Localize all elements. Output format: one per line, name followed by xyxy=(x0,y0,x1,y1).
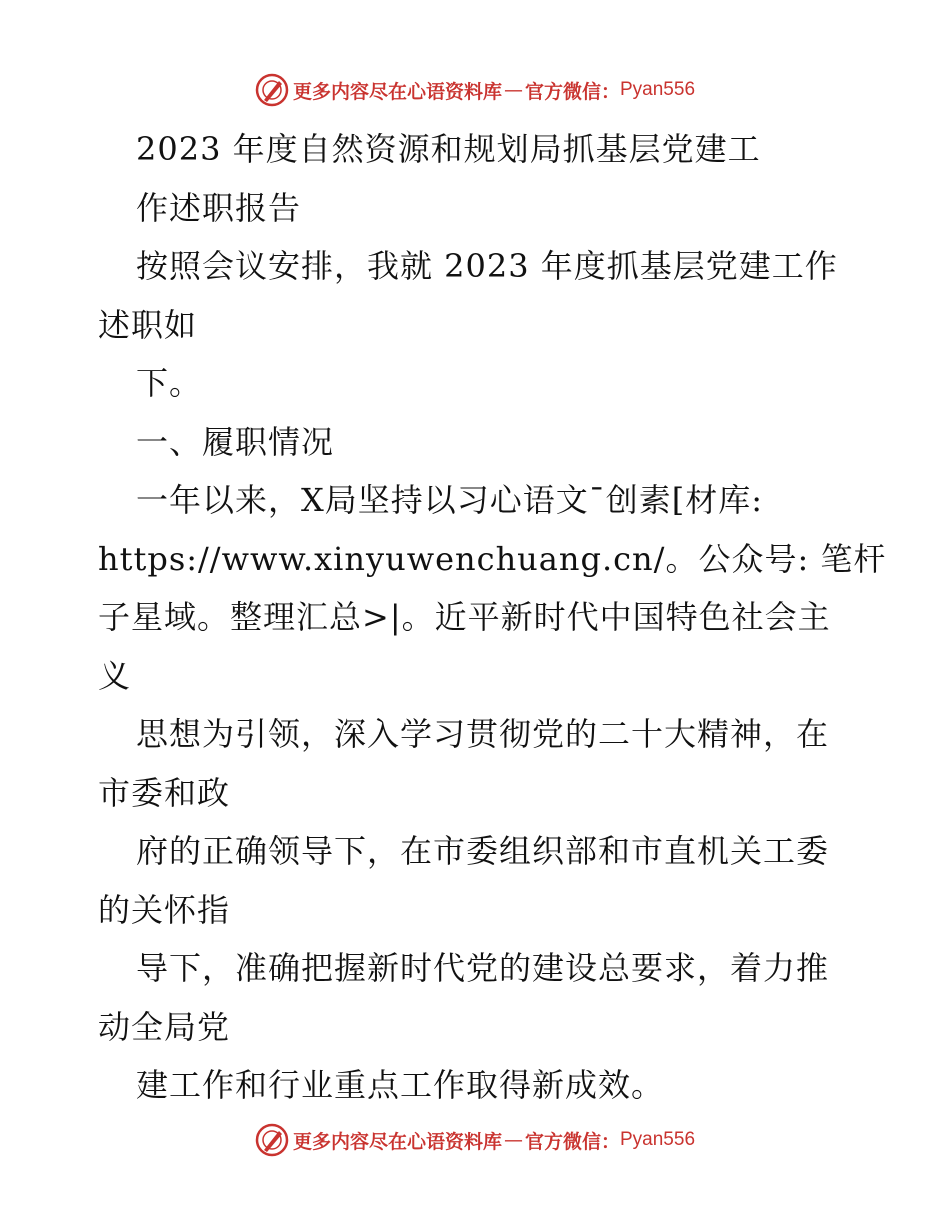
document-line: 思想为引领，深入学习贯彻党的二十大精神，在 xyxy=(136,715,830,753)
document-body xyxy=(98,120,887,1115)
pen-logo-icon xyxy=(255,73,289,107)
document-line: 下。 xyxy=(136,364,203,402)
watermark-separator: — xyxy=(503,1129,523,1151)
document-line: 动全局党 xyxy=(98,1007,231,1046)
watermark-separator: — xyxy=(503,79,523,101)
document-line: https://www.xinyuwenchuang.cn/。公众号: 笔杆 xyxy=(98,539,887,578)
watermark-handle: Pyan556 xyxy=(620,79,696,100)
document-line: 述职如 xyxy=(98,305,198,344)
document-line: 市委和政 xyxy=(98,773,231,812)
watermark-label: 更多内容尽在心语资料库 xyxy=(292,80,502,103)
document-line: 一、履职情况 xyxy=(136,422,335,461)
watermark-banner-top xyxy=(0,70,950,110)
watermark-handle: Pyan556 xyxy=(620,1129,696,1150)
document-line: 子星域。整理汇总>|。近平新时代中国特色社会主 xyxy=(98,598,831,636)
document-line: 一年以来，X局坚持以习心语文¯创素[材库: xyxy=(136,481,764,519)
document-line: 的关怀指 xyxy=(98,890,231,929)
watermark-wechat-label: 官方微信： xyxy=(524,80,620,103)
watermark-label: 更多内容尽在心语资料库 xyxy=(292,1130,502,1153)
watermark-wechat-label: 官方微信： xyxy=(524,1130,620,1153)
document-line: 按照会议安排，我就 2023 年度抓基层党建工作 xyxy=(136,247,838,285)
pen-logo-icon xyxy=(255,1123,289,1157)
document-line: 2023 年度自然资源和规划局抓基层党建工 xyxy=(136,130,761,168)
watermark-banner-bottom xyxy=(0,1120,950,1160)
document-line: 导下，准确把握新时代党的建设总要求，着力推 xyxy=(136,949,830,987)
document-line: 义 xyxy=(98,656,132,695)
document-line: 作述职报告 xyxy=(136,188,302,227)
document-line: 府的正确领导下，在市委组织部和市直机关工委 xyxy=(136,832,830,870)
document-line: 建工作和行业重点工作取得新成效。 xyxy=(136,1066,665,1104)
